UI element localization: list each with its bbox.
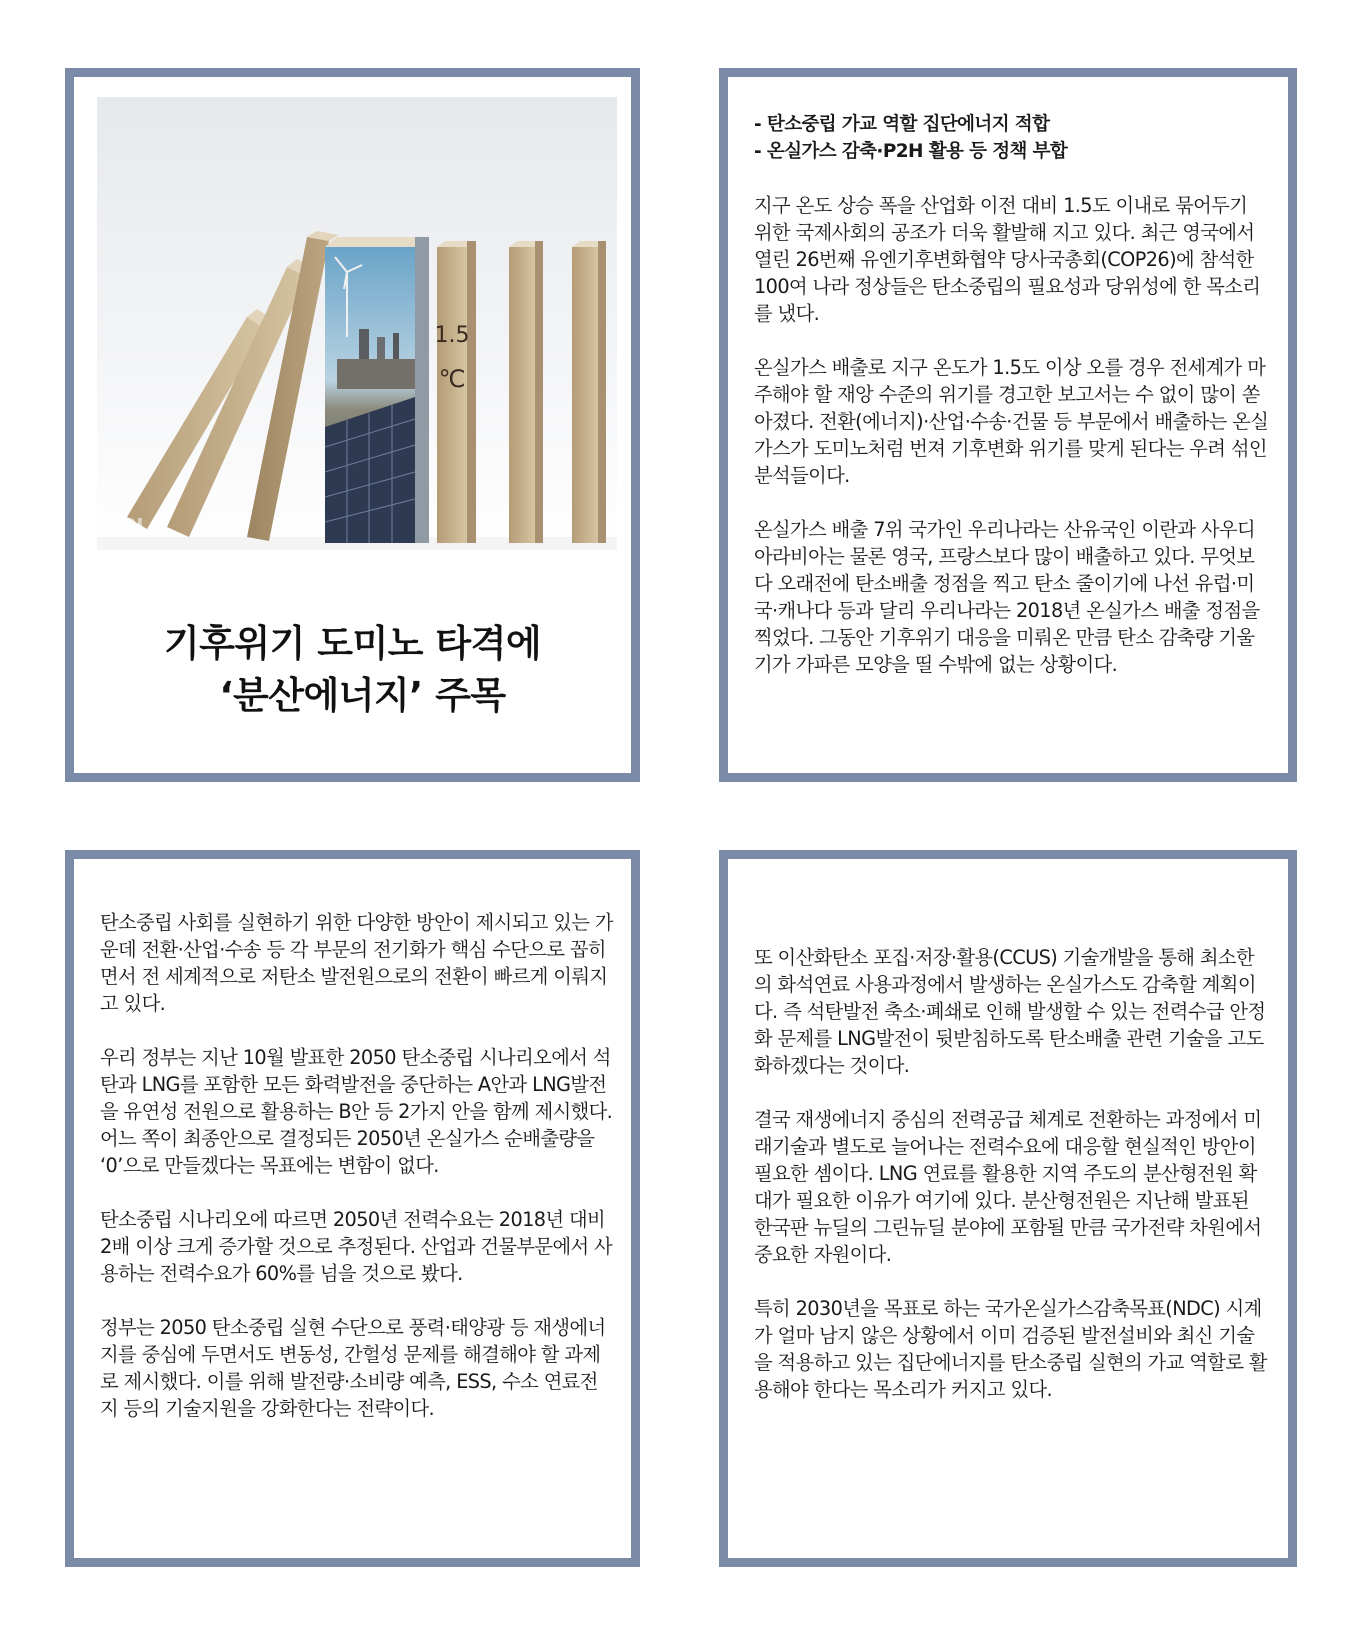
- domino-photo: [97, 97, 617, 550]
- headline: [74, 618, 631, 722]
- paragraph: 특히 2030년을 목표로 하는 국가온실가스감축목표(NDC) 시계가 얼마 남지 않은 상황에서 이미 검증된 발전설비와 최신 기술을 적용하고 있는 집단에너지를 탄소중립 실현의 가교 역할로 활용해야 한다는 목소리가 커지고 있다.: [754, 1297, 1267, 1401]
- domino-1-5c: [435, 241, 477, 543]
- paragraph: 지구 온도 상승 폭을 산업화 이전 대비 1.5도 이내로 묶어두기 위한 국제사회의 공조가 더욱 활발해 지고 있다. 최근 영국에서 열린 26번째 유엔기후변화협약 당사국총회(COP26)에 참석한 100여 나라 정상들은 탄소중립의 필요성과 당위성에 한 목소리를 냈다.: [754, 194, 1261, 325]
- paragraph: 탄소중립 시나리오에 따르면 2050년 전력수요는 2018년 대비 2배 이상 크게 증가할 것으로 추정된다. 산업과 건물부문에서 사용하는 전력수요가 60%를 넘을 것으로 봤다.: [100, 1208, 613, 1285]
- subhead-1: - 탄소중립 가교 역할 집단에너지 적합: [754, 114, 1050, 135]
- domino-illustration: [97, 97, 617, 550]
- photo-watermark: GPL: [105, 514, 149, 538]
- subhead-2: - 온실가스 감축·P2H 활용 등 정책 부합: [754, 141, 1068, 162]
- article-panel-2: [719, 68, 1297, 782]
- paragraph: 온실가스 배출로 지구 온도가 1.5도 이상 오를 경우 전세계가 마주해야 할 재앙 수준의 위기를 경고한 보고서는 수 없이 많이 쏟아졌다. 전환(에너지)·산업·수송·건물 등 부문에서 배출하는 온실가스가 도미노처럼 번져 기후변화 위기를 맞게 된다는 우려 섞인 분석들이다.: [754, 356, 1269, 487]
- article-panel-4: [719, 850, 1297, 1567]
- paragraph: 정부는 2050 탄소중립 실현 수단으로 풍력·태양광 등 재생에너지를 중심에 두면서도 변동성, 간헐성 문제를 해결해야 할 과제로 제시했다. 이를 위해 발전량·소비량 예측, ESS, 수소 연료전지 등의 기술지원을 강화한다는 전략이다.: [100, 1316, 606, 1420]
- panel-2-body: [754, 111, 1270, 705]
- paragraph: 결국 재생에너지 중심의 전력공급 체계로 전환하는 과정에서 미래기술과 별도로 늘어나는 전력수요에 대응할 현실적인 방안이 필요한 셈이다. LNG 연료를 활용한 지역 주도의 분산형전원 확대가 필요한 이유가 여기에 있다. 분산형전원은 지난해 발표된 한국판 뉴딜의 그린뉴딜 분야에 포함될 만큼 국가전략 차원에서 중요한 자원이다.: [754, 1108, 1262, 1266]
- temp-label-number: 1.5: [434, 323, 470, 348]
- paragraph: 우리 정부는 지난 10월 발표한 2050 탄소중립 시나리오에서 석탄과 LNG를 포함한 모든 화력발전을 중단하는 A안과 LNG발전을 유연성 전원으로 활용하는 B안 등 2가지 안을 함께 제시했다. 어느 쪽이 최종안으로 결정되든 2050년 온실가스 순배출량을 ‘0’으로 만들겠다는 목표에는 변함이 없다.: [100, 1046, 613, 1177]
- panel-4-body: [754, 944, 1270, 1430]
- domino-photo-block: [325, 237, 429, 543]
- headline-line-2: ‘분산에너지’ 주목: [219, 674, 506, 717]
- paragraph: 탄소중립 사회를 실현하기 위한 다양한 방안이 제시되고 있는 가운데 전환·산업·수송 등 각 부문의 전기화가 핵심 수단으로 꼽히면서 전 세계적으로 저탄소 발전원으로의 전환이 빠르게 이뤄지고 있다.: [100, 911, 613, 1015]
- paragraph: 또 이산화탄소 포집·저장·활용(CCUS) 기술개발을 통해 최소한의 화석연료 사용과정에서 발생하는 온실가스도 감축할 계획이다. 즉 석탄발전 축소·폐쇄로 인해 발생할 수 있는 전력수급 안정화 문제를 LNG발전이 뒷받침하도록 탄소배출 관련 기술을 고도화하겠다는 것이다.: [754, 946, 1266, 1077]
- paragraph: 온실가스 배출 7위 국가인 우리나라는 산유국인 이란과 사우디아라비아는 물론 영국, 프랑스보다 많이 배출하고 있다. 무엇보다 오래전에 탄소배출 정점을 찍고 탄소 줄이기에 나선 유럽·미국·캐나다 등과 달리 우리나라는 2018년 온실가스 배출 정점을 찍었다. 그동안 기후위기 대응을 미뤄온 만큼 탄소 감축량 기울기가 가파른 모양을 띨 수밖에 없는 상황이다.: [754, 518, 1260, 676]
- domino-5: [509, 241, 543, 543]
- panel-3-body: [100, 909, 613, 1449]
- article-panel-3: [65, 850, 640, 1567]
- cover-panel: [65, 68, 640, 782]
- temp-label-unit: ℃: [438, 365, 466, 393]
- domino-6: [572, 241, 606, 543]
- headline-line-1: 기후위기 도미노 타격에: [163, 622, 542, 665]
